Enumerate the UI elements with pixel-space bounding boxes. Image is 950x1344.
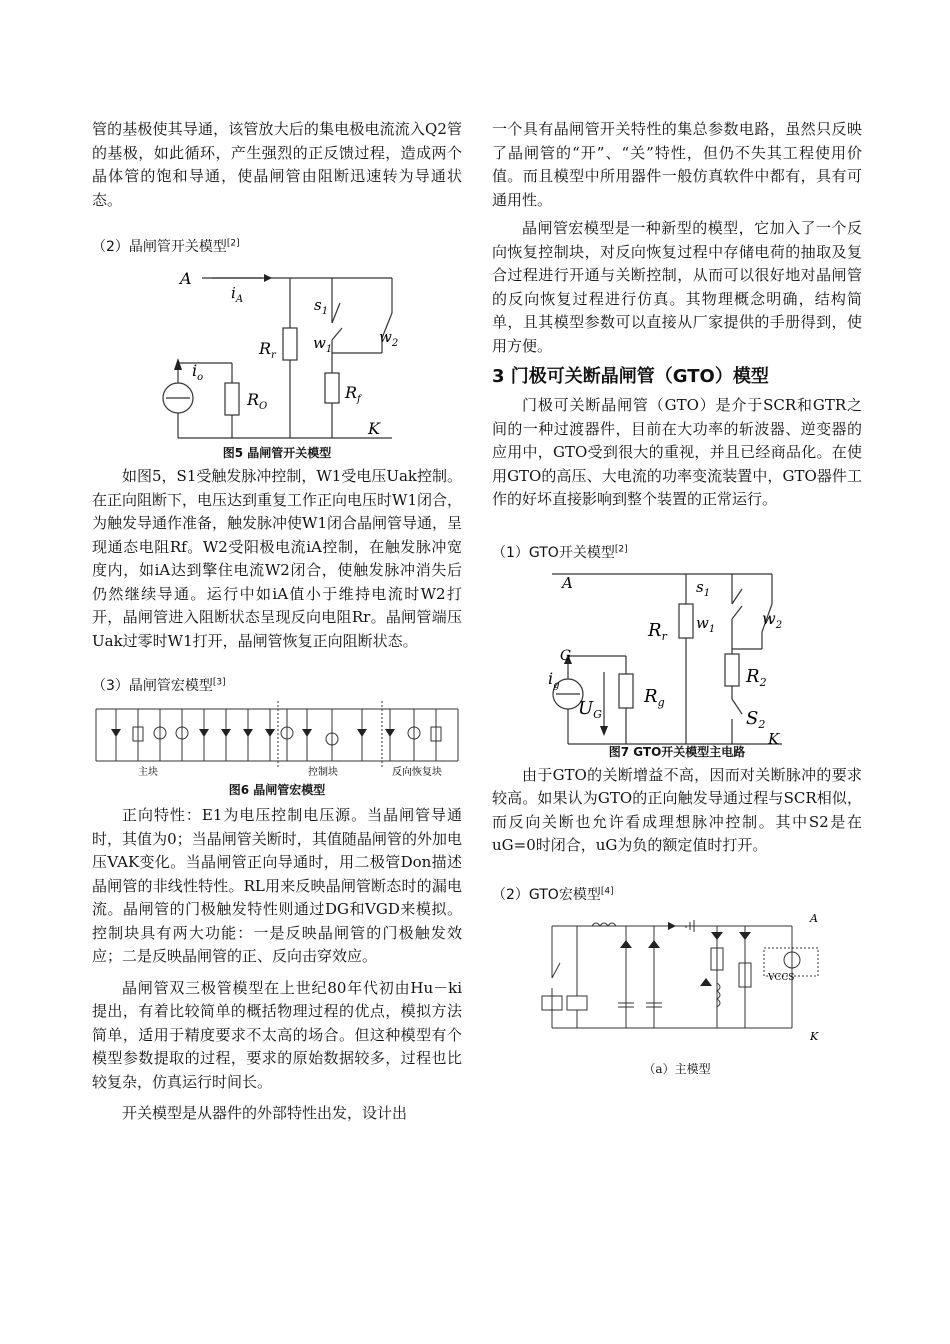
paragraph: 正向特性：E1为电压控制电压源。当晶闸管导通时，其值为0；当晶闸管关断时，其值随晶闸管的外加电压VAK变化。当晶闸管正向导通时，用二极管Don描述晶闸管的非线性特性。RL用来反映晶闸管断态时的漏电流。晶闸管的门极触发特性则通过DG和VGD来模拟。控制块具有两大功能：一是反映晶闸管的门极触发效应；二是反映晶闸管的正、反向击穿效应。 <box>92 806 462 965</box>
left-column <box>92 118 462 1126</box>
figure-6-caption: 图6 晶闸管宏模型 <box>228 783 326 797</box>
right-column <box>492 118 862 1077</box>
svg-text:R2: $R_2$ <box>746 665 767 689</box>
subsection-heading: （3）晶闸管宏模型[3] <box>92 677 226 694</box>
subsection-heading: （1）GTO开关模型[2] <box>492 543 628 561</box>
paragraph: 管的基极使其导通，该管放大后的集电极电流流入Q2管的基极，如此循环，产生强烈的正反馈过程，造成两个晶体管的饱和导通，使晶闸管由阻断迅速转为导通状态。 <box>92 120 462 209</box>
figure-5-thyristor-switch-model <box>92 258 462 458</box>
svg-text:w2: $w_2$ <box>762 608 783 631</box>
fig7-label-G: G <box>560 647 572 664</box>
figure-5-caption: 图5 晶闸管开关模型 <box>222 446 332 460</box>
svg-text:Rr: $R_r$ <box>259 339 276 361</box>
paragraph: 晶闸管双三极管模型在上世纪80年代初由Hu－ki提出，有着比较简单的概括物理过程的优点，模拟方法简单，适用于精度要求不太高的场合。但这种模型有个模型参数提取的过程，要求的原始数据较多，过程也比较复杂，仿真运行时间长。 <box>92 978 462 1091</box>
fig7-label-A: A <box>562 573 573 592</box>
svg-text:Rf: $R_f$ <box>345 383 361 405</box>
svg-text:UG: $U_G$ <box>578 697 602 721</box>
subsection-heading: （2）GTO宏模型[4] <box>492 885 614 903</box>
svg-text:w1: $w_1$ <box>696 613 716 635</box>
figure-7-caption: 图7 GTO开关模型主电路 <box>608 744 746 759</box>
svg-text:s1: $s_1$ <box>696 577 711 599</box>
section-heading: 3 门极可关断晶闸管（GTO）模型 <box>492 366 769 387</box>
fig6-reverse-block-label: 反向恢复块 <box>392 767 442 778</box>
fig5-label-A: A <box>180 269 192 288</box>
fig8-label-K: K <box>810 1029 819 1043</box>
fig6-control-block-label: 控制块 <box>308 767 338 778</box>
figure-7-gto-switch-model <box>492 564 862 749</box>
svg-text:Rr: $R_r$ <box>648 619 667 643</box>
svg-text:Rg: $R_g$ <box>644 685 665 709</box>
paragraph: 由于GTO的关断增益不高，因而对关断脉冲的要求较高。如果认为GTO的正向触发导通过程与SCR相似，而反向关断也允许看成理想脉冲控制。其中S2是在uG=0时闭合，uG为负的额定值时打开。 <box>492 765 862 854</box>
paragraph: 如图5，S1受触发脉冲控制，W1受电压Uak控制。在正向阻断下，电压达到重复工作正向电压时W1闭合，为触发导通作准备，触发脉冲使W1闭合晶闸管导通，呈现通态电阻Rf。W2受阳极电流iA控制，在触发脉冲宽度内，如iA达到擎住电流W2闭合，使触发脉冲消失后仍然继续导通。运行中如iA值小于维持电流时W2打开，晶闸管进入阻断状态呈现反向电阻Rr。晶闸管端压Uak过零时W1打开，晶闸管恢复正向阻断状态。 <box>92 467 462 650</box>
fig8-vccs-label: VCCS <box>768 972 795 983</box>
fig5-label-K: K <box>368 419 380 438</box>
paragraph: 开关模型是从器件的外部特性出发，设计出 <box>122 1104 408 1122</box>
fig6-main-block-label: 主块 <box>138 767 158 778</box>
paragraph: 一个具有晶闸管开关特性的集总参数电路，虽然只反映了晶闸管的“开”、“关”特性，但仍不失其工程使用价值。而且模型中所用器件一般仿真软件中都有，具有可通用性。 <box>492 120 862 209</box>
svg-text:iA: $i_A$ <box>231 284 244 305</box>
paragraph: 晶闸管宏模型是一种新型的模型，它加入了一个反向恢复控制块，对反向恢复过程中存储电荷的抽取及复合过程进行开通与关断控制，从而可以很好地对晶闸管的反向恢复过程进行仿真。其物理概念明确，结构简单，且其模型参数可以直接从厂家提供的手册得到，使用方便。 <box>492 219 862 355</box>
paragraph: 门极可关断晶闸管（GTO）是介于SCR和GTR之间的一种过渡器件，目前在大功率的斩波器、逆变器的应用中，GTO受到很大的重视，并且已经商品化。在使用GTO的高压、大电流的功率变流装置中，GTO器件工作的好坏直接影响到整个装置的正常运行。 <box>492 396 862 508</box>
figure-8-caption: （a）主模型 <box>643 1061 711 1076</box>
figure-6-thyristor-macro-model <box>92 699 462 781</box>
fig8-label-A: A <box>810 911 818 925</box>
svg-text:s1: $s_1$ <box>314 296 329 317</box>
svg-text:ig: $i_g$ <box>548 668 560 691</box>
figure-8-gto-macro-model <box>492 908 862 1058</box>
svg-text:w2: $w_2$ <box>379 328 399 349</box>
svg-text:RO: $R_O$ <box>247 390 268 412</box>
svg-text:io: $i_o$ <box>192 361 204 383</box>
subsection-heading: （2）晶闸管开关模型[2] <box>92 238 240 255</box>
fig7-label-K: K <box>768 729 780 748</box>
svg-text:S2: $S_2$ <box>746 707 766 731</box>
svg-text:w1: $w_1$ <box>313 334 333 355</box>
